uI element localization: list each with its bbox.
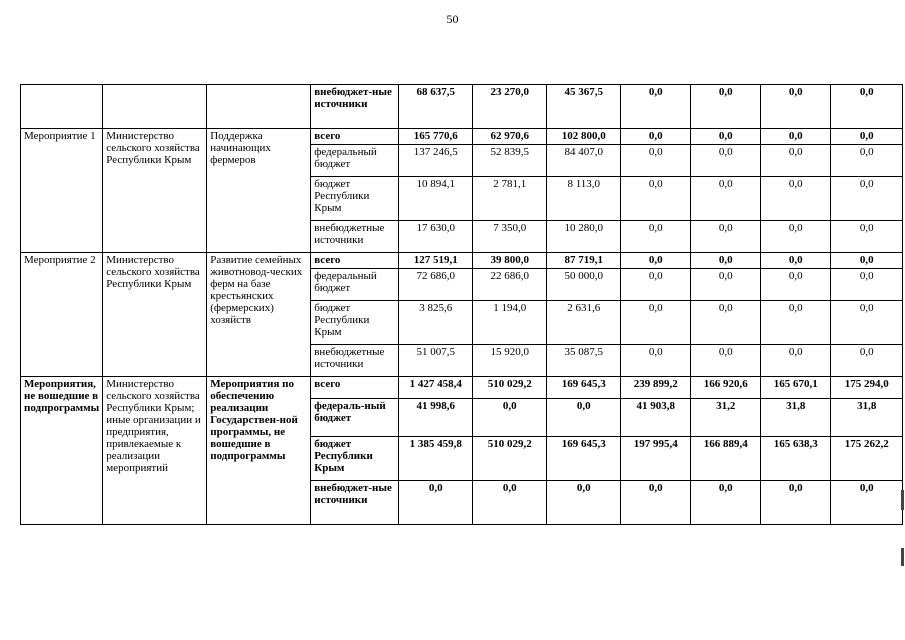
value-cell: 0,0 [691, 481, 761, 525]
value-cell: 51 007,5 [399, 345, 473, 377]
value-cell: 62 970,6 [473, 129, 547, 145]
value-cell: 17 630,0 [399, 221, 473, 253]
empty-cell [103, 85, 207, 129]
value-cell: 50 000,0 [547, 269, 621, 301]
funding-source: внебюджет-ные источники [311, 481, 399, 525]
value-cell: 0,0 [761, 85, 831, 129]
funding-source: бюджет Республики Крым [311, 177, 399, 221]
value-cell: 0,0 [761, 301, 831, 345]
budget-table [20, 84, 903, 525]
measure-title: Развитие семейных животновод-ческих ферм на базе крестьянских (фермерских) хозяйств [207, 253, 311, 377]
value-cell: 0,0 [621, 481, 691, 525]
table-row [21, 129, 903, 145]
value-cell: 7 350,0 [473, 221, 547, 253]
value-cell: 169 645,3 [547, 437, 621, 481]
value-cell: 0,0 [831, 129, 903, 145]
value-cell: 0,0 [761, 129, 831, 145]
value-cell: 0,0 [621, 253, 691, 269]
funding-source: федеральный бюджет [311, 269, 399, 301]
value-cell: 52 839,5 [473, 145, 547, 177]
value-cell: 0,0 [691, 269, 761, 301]
value-cell: 8 113,0 [547, 177, 621, 221]
value-cell: 510 029,2 [473, 377, 547, 399]
empty-cell [207, 85, 311, 129]
value-cell: 0,0 [831, 253, 903, 269]
value-cell: 0,0 [547, 481, 621, 525]
value-cell: 10 894,1 [399, 177, 473, 221]
value-cell: 35 087,5 [547, 345, 621, 377]
value-cell: 0,0 [547, 399, 621, 437]
value-cell: 0,0 [621, 177, 691, 221]
value-cell: 45 367,5 [547, 85, 621, 129]
value-cell: 0,0 [831, 481, 903, 525]
table-row [21, 253, 903, 269]
value-cell: 0,0 [621, 85, 691, 129]
value-cell: 165 770,6 [399, 129, 473, 145]
value-cell: 39 800,0 [473, 253, 547, 269]
value-cell: 0,0 [691, 177, 761, 221]
value-cell: 10 280,0 [547, 221, 621, 253]
value-cell: 22 686,0 [473, 269, 547, 301]
funding-source: всего [311, 129, 399, 145]
value-cell: 0,0 [831, 85, 903, 129]
value-cell: 0,0 [831, 145, 903, 177]
value-cell: 0,0 [691, 301, 761, 345]
value-cell: 0,0 [621, 145, 691, 177]
executor: Министерство сельского хозяйства Республики Крым [103, 129, 207, 253]
value-cell: 1 194,0 [473, 301, 547, 345]
funding-source: всего [311, 253, 399, 269]
value-cell: 166 889,4 [691, 437, 761, 481]
empty-cell [21, 85, 103, 129]
funding-source: федераль-ный бюджет [311, 399, 399, 437]
value-cell: 31,2 [691, 399, 761, 437]
value-cell: 0,0 [761, 269, 831, 301]
measure-name: Мероприятие 2 [21, 253, 103, 377]
value-cell: 197 995,4 [621, 437, 691, 481]
value-cell: 23 270,0 [473, 85, 547, 129]
value-cell: 84 407,0 [547, 145, 621, 177]
value-cell: 15 920,0 [473, 345, 547, 377]
scan-edge-mark [901, 548, 904, 566]
value-cell: 0,0 [691, 221, 761, 253]
value-cell: 239 899,2 [621, 377, 691, 399]
value-cell: 0,0 [691, 129, 761, 145]
value-cell: 2 631,6 [547, 301, 621, 345]
value-cell: 0,0 [621, 221, 691, 253]
funding-source: федеральный бюджет [311, 145, 399, 177]
value-cell: 0,0 [761, 481, 831, 525]
value-cell: 102 800,0 [547, 129, 621, 145]
value-cell: 0,0 [473, 481, 547, 525]
value-cell: 0,0 [691, 85, 761, 129]
value-cell: 72 686,0 [399, 269, 473, 301]
value-cell: 0,0 [761, 145, 831, 177]
value-cell: 175 294,0 [831, 377, 903, 399]
value-cell: 510 029,2 [473, 437, 547, 481]
value-cell: 0,0 [831, 345, 903, 377]
value-cell: 2 781,1 [473, 177, 547, 221]
value-cell: 0,0 [621, 301, 691, 345]
value-cell: 68 637,5 [399, 85, 473, 129]
measure-title: Мероприятия по обеспечению реализации Государствен-ной программы, не вошедшие в подпрограммы [207, 377, 311, 525]
value-cell: 0,0 [691, 253, 761, 269]
value-cell: 87 719,1 [547, 253, 621, 269]
measure-title: Поддержка начинающих фермеров [207, 129, 311, 253]
funding-source: бюджет Республики Крым [311, 437, 399, 481]
funding-source: бюджет Республики Крым [311, 301, 399, 345]
value-cell: 165 670,1 [761, 377, 831, 399]
value-cell: 175 262,2 [831, 437, 903, 481]
value-cell: 165 638,3 [761, 437, 831, 481]
value-cell: 127 519,1 [399, 253, 473, 269]
value-cell: 0,0 [621, 345, 691, 377]
measure-name: Мероприятие 1 [21, 129, 103, 253]
value-cell: 137 246,5 [399, 145, 473, 177]
funding-source: внебюджетные источники [311, 221, 399, 253]
scan-edge-mark [901, 490, 904, 510]
table-row [21, 377, 903, 399]
value-cell: 0,0 [691, 345, 761, 377]
value-cell: 0,0 [761, 345, 831, 377]
value-cell: 41 903,8 [621, 399, 691, 437]
value-cell: 166 920,6 [691, 377, 761, 399]
value-cell: 0,0 [831, 269, 903, 301]
measure-name: Мероприятия, не вошедшие в подпрограммы [21, 377, 103, 525]
funding-source: всего [311, 377, 399, 399]
value-cell: 0,0 [761, 177, 831, 221]
value-cell: 0,0 [621, 129, 691, 145]
table-row [21, 85, 903, 129]
value-cell: 0,0 [831, 301, 903, 345]
executor: Министерство сельского хозяйства Республики Крым [103, 253, 207, 377]
value-cell: 0,0 [691, 145, 761, 177]
value-cell: 31,8 [761, 399, 831, 437]
value-cell: 0,0 [761, 253, 831, 269]
value-cell: 41 998,6 [399, 399, 473, 437]
funding-source: внебюджет-ные источники [311, 85, 399, 129]
value-cell: 3 825,6 [399, 301, 473, 345]
page-number: 50 [446, 12, 459, 26]
value-cell: 1 427 458,4 [399, 377, 473, 399]
funding-source: внебюджетные источники [311, 345, 399, 377]
value-cell: 1 385 459,8 [399, 437, 473, 481]
value-cell: 0,0 [621, 269, 691, 301]
value-cell: 169 645,3 [547, 377, 621, 399]
value-cell: 0,0 [831, 221, 903, 253]
executor: Министерство сельского хозяйства Республики Крым; иные организации и предприятия, привлекаемые к реализации мероприятий [103, 377, 207, 525]
value-cell: 31,8 [831, 399, 903, 437]
value-cell: 0,0 [831, 177, 903, 221]
value-cell: 0,0 [761, 221, 831, 253]
value-cell: 0,0 [399, 481, 473, 525]
value-cell: 0,0 [473, 399, 547, 437]
